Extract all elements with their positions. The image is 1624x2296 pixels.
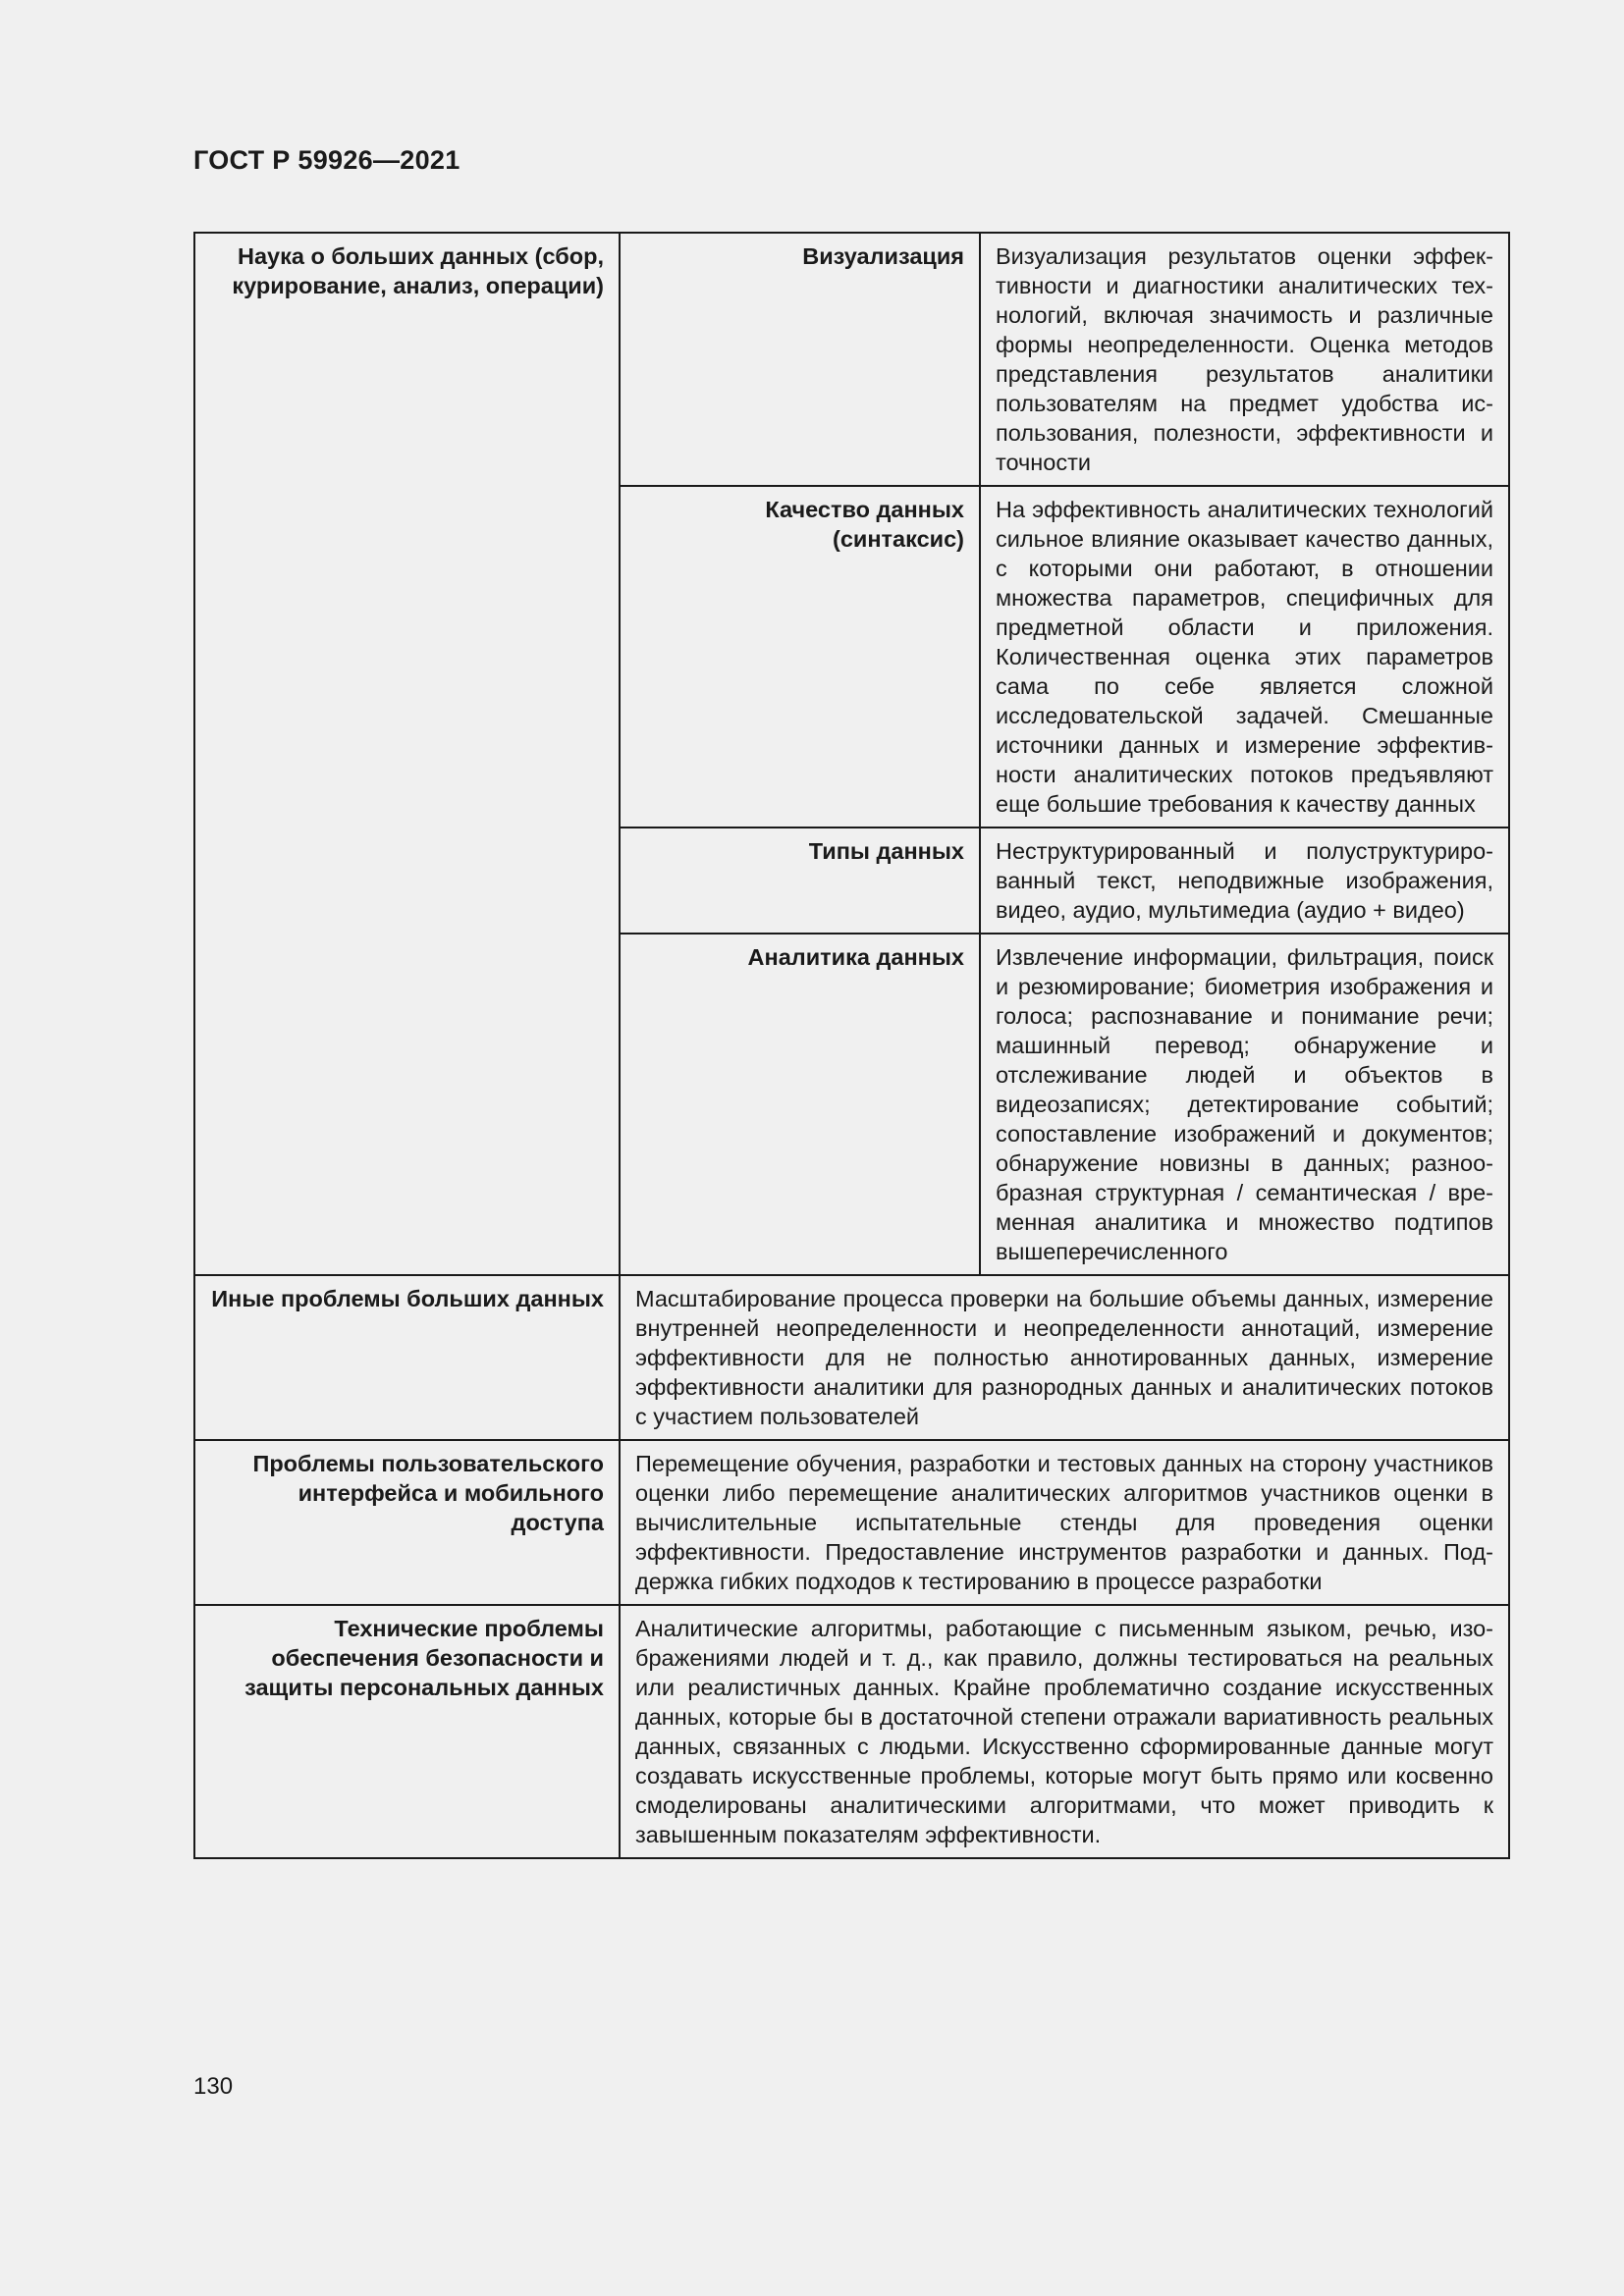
- row-category-label: Проблемы пользовательского интерфейса и мобильного доступа: [194, 1440, 620, 1605]
- subrow-description: На эффективность аналитических технологий сильное влияние оказывает качество данных, с которыми они работают, в отношении множества параметров, специфичных для предметной области и приложения. Количественная оценка этих параметров сама по себе является сложной исследовательской задачей. Смешанные источники данных и измерение эффективности аналитических потоков предъявляют еще большие требования к качеству данных: [980, 486, 1509, 828]
- subrow-label: Аналитика данных: [620, 934, 980, 1275]
- row-category-label: Технические проблемы обеспечения безопасности и защиты персональных данных: [194, 1605, 620, 1858]
- subrow-label: Типы данных: [620, 828, 980, 934]
- table-row: [194, 233, 1509, 486]
- subrow-description: Извлечение информации, фильтрация, поиск и резюмирование; биометрия изображения и голоса; распознавание и понимание речи; машинный перевод; обнаружение и отслеживание людей и объектов в видеозаписях; детектирование событий; сопоставление изображений и документов; обнаружение новизны в данных; разнообразная структурная / семантическая / временная аналитика и множество подтипов вышеперечисленного: [980, 934, 1509, 1275]
- row-description: Масштабирование процесса проверки на большие объемы данных, измерение внутренней неопределенности и неопределенности аннотаций, измерение эффективности для не полностью аннотированных данных, измерение эффективности аналитики для разнородных данных и аналитических потоков с участием пользователей: [620, 1275, 1509, 1440]
- subrow-label: Качество данных (синтаксис): [620, 486, 980, 828]
- subrow-description: Визуализация результатов оценки эффективности и диагностики аналитических технологий, включая значимость и различные формы неопределенности. Оценка методов представления результатов аналитики пользователям на предмет удобства использования, полезности, эффективности и точности: [980, 233, 1509, 486]
- requirements-table: [193, 232, 1510, 1859]
- table-row: [194, 1275, 1509, 1440]
- table-row: [194, 1605, 1509, 1858]
- page-number: 130: [193, 2073, 234, 2100]
- row-description: Перемещение обучения, разработки и тестовых данных на сторону участников оценки либо перемещение аналитических алгоритмов участников оценки в вычислительные испытательные стенды для проведения оценки эффективности. Предоставление инструментов разработки и данных. Поддержка гибких подходов к тестированию в процессе разработки: [620, 1440, 1509, 1605]
- row-description: Аналитические алгоритмы, работающие с письменным языком, речью, изображениями людей и т. д., как правило, должны тестироваться на реальных или реалистичных данных. Крайне проблематично создание искусственных данных, которые бы в достаточной степени отражали вариативность реальных данных, связанных с людьми. Искусственно сформированные данные могут создавать искусственные проблемы, которые могут быть прямо или косвенно смоделированы аналитическими алгоритмами, что может приводить к завышенным показателям эффективности.: [620, 1605, 1509, 1858]
- subrow-description: Неструктурированный и полуструктурированный текст, неподвижные изображения, видео, аудио, мультимедиа (аудио + видео): [980, 828, 1509, 934]
- row-category-label: Иные проблемы больших данных: [194, 1275, 620, 1440]
- table-row: [194, 1440, 1509, 1605]
- document-header: ГОСТ Р 59926—2021: [193, 145, 460, 175]
- subrow-label: Визуализация: [620, 233, 980, 486]
- row-category-label: Наука о больших данных (сбор, курирование, анализ, операции): [194, 233, 620, 1275]
